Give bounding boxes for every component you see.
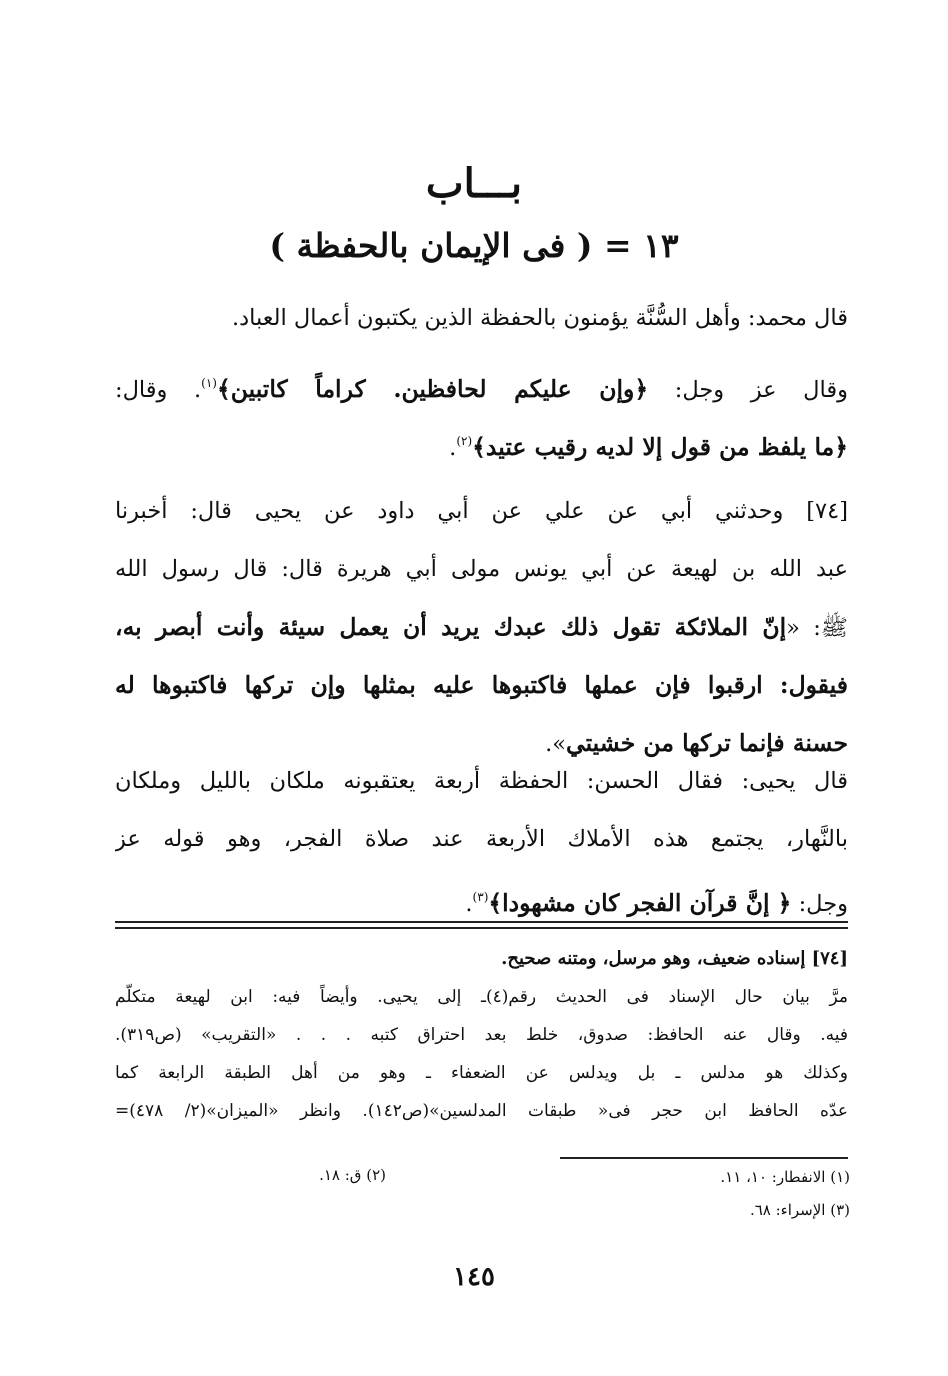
hadith-text: إنّ الملائكة تقول ذلك عبدك يريد أن يعمل سيئة وأنت أبصر به، (115, 613, 787, 641)
paragraph-2 (115, 354, 848, 470)
text-line (115, 868, 848, 926)
text-line: قال محمد: وأهل السُّنَّة يؤمنون بالحفظة الذين يكتبون أعمال العباد. (231, 305, 848, 331)
text-run: وقال عز وجل: (674, 377, 848, 403)
chapter-subtitle: ١٣ = ( فى الإيمان بالحفظة ) (269, 226, 679, 265)
paragraph-3 (115, 482, 848, 772)
hadith-text: فيقول: ارقبوا فإن عملها فاكتبوها عليه بمثلها وإن تركها فاكتبوها له (115, 671, 848, 699)
footnote-line: [٧٤] إسناده ضعيف، وهو مرسل، ومتنه صحيح. (501, 948, 848, 969)
text-line: [٧٤] وحدثني أبي عن علي عن أبي داود عن يحيى قال: أخبرنا (115, 498, 848, 524)
text-line (115, 354, 848, 412)
footnote-divider (115, 927, 848, 929)
text-run: . (449, 435, 457, 461)
text-line (115, 412, 848, 470)
text-line (115, 598, 848, 656)
reference-1: (١) الانفطار: ١٠، ١١. (720, 1168, 850, 1186)
reference-3: (٣) الإسراء: ٦٨. (749, 1201, 850, 1219)
footnote-divider (115, 921, 848, 923)
quran-quote: ﴿ إنَّ قرآن الفجر كان مشهودا﴾ (488, 889, 792, 917)
hadith-text: حسنة فإنما تركها من خشيتي (565, 729, 848, 757)
text-run: ». (545, 731, 566, 757)
footnote-marker: (٢) (456, 434, 473, 448)
text-run: . وقال: (115, 377, 202, 403)
page-number: ١٤٥ (453, 1262, 495, 1292)
text-line: عبد الله بن لهيعة عن أبي يونس مولى أبي هريرة قال: قال رسول الله (115, 556, 848, 582)
footnote-block (115, 940, 848, 1130)
footnote-marker: (٣) (472, 890, 489, 904)
text-line: بالنَّهار، يجتمع هذه الأملاك الأربعة عند صلاة الفجر، وهو قوله عز (115, 826, 848, 852)
footnote-line: عدّه الحافظ ابن حجر فى« طبقات المدلسين»(ص١٤٢). وانظر «الميزان»(٢/ ٤٧٨)= (115, 1101, 848, 1121)
text-run: وجل: (798, 891, 848, 917)
text-run: ﷺ: « (786, 615, 848, 641)
footnote-marker: (١) (201, 376, 217, 390)
paragraph-4 (115, 752, 848, 926)
text-line: قال يحيى: فقال الحسن: الحفظة أربعة يعتقبونه ملكان بالليل وملكان (115, 768, 848, 794)
reference-2: (٢) ق: ١٨. (319, 1166, 386, 1184)
text-run: . (465, 891, 473, 917)
chapter-heading: بـــاب (425, 160, 523, 207)
reference-divider (560, 1157, 848, 1159)
footnote-line: فيه. وقال عنه الحافظ: صدوق، خلط بعد احتراق كتبه . . . «التقريب» (ص٣١٩). (115, 1025, 848, 1045)
quran-quote: ﴿وإن عليكم لحافظين. كراماً كاتبين﴾ (216, 375, 649, 403)
paragraph-1 (115, 289, 848, 347)
footnote-line: مرَّ بيان حال الإسناد فى الحديث رقم(٤)ـ إلى يحيى. وأيضاً فيه: ابن لهيعة متكلّم (115, 987, 848, 1007)
quran-quote: ﴿ما يلفظ من قول إلا لديه رقيب عتيد﴾ (472, 433, 848, 461)
footnote-line: وكذلك هو مدلس ـ بل ويدلس عن الضعفاء ـ وهو من أهل الطبقة الرابعة كما (115, 1063, 848, 1083)
